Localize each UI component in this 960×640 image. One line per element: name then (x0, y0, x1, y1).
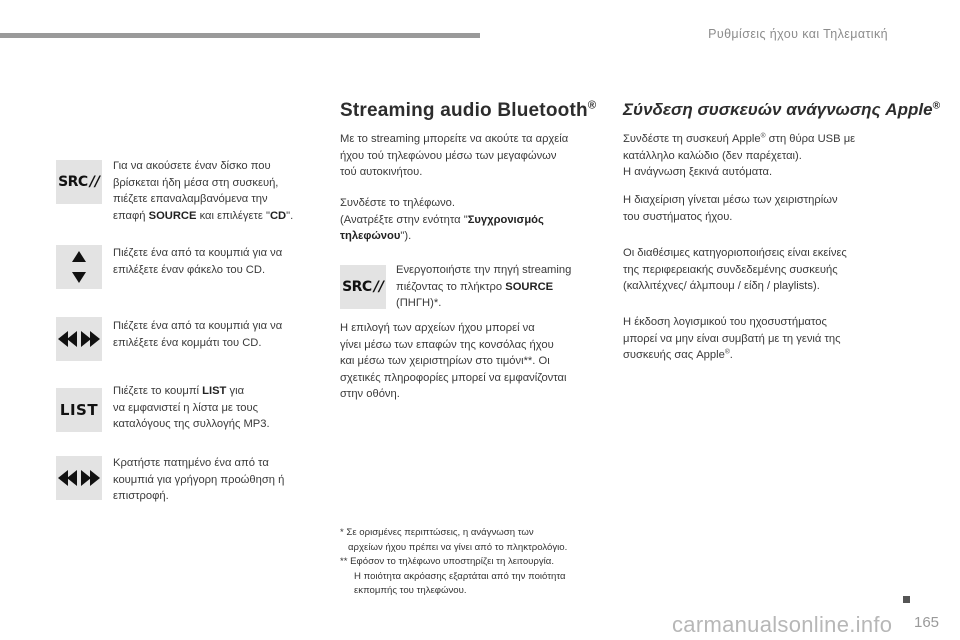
left-paragraph-list: Πιέζετε το κουμπί LIST για να εμφανιστεί η λίστα με τους καταλόγους της συλλογής MP3. (113, 385, 270, 430)
left-paragraph-track: Πιέζετε ένα από τα κουμπιά για να επιλέξετε ένα κομμάτι του CD. (113, 320, 283, 349)
list-button-icon: LIST (56, 388, 102, 432)
src-button-icon: SRC // (56, 160, 102, 204)
middle-paragraph-intro: Με το streaming μπορείτε να ακούτε τα αρχεία ήχου τού τηλεφώνου μέσω των μεγαφώνων τού αυτοκινήτου. (340, 133, 569, 178)
up-down-arrows-graphic (69, 249, 89, 285)
apple-devices-heading: Σύνδεση συσκευών ανάγνωσης Apple® (623, 100, 941, 119)
right-paragraph-categories: Οι διαθέσιμες κατηγοριοποιήσεις είναι εκείνες της περιφερειακής συνδεδεμένης συσκευής (καλλιτέχνες/ άλμπουμ / είδη / playlists). (623, 247, 847, 292)
left-paragraph-folder: Πιέζετε ένα από τα κουμπιά για να επιλέξετε έναν φάκελο του CD. (113, 247, 283, 276)
fast-seek-arrows-graphic (58, 468, 100, 488)
end-marker (903, 596, 910, 603)
middle-paragraph-selection: Η επιλογή των αρχείων ήχου μπορεί να γίνει μέσω των επαφών της κονσόλας ήχου και μέσω των χειριστηρίων στο τιμόνι**. Οι σχετικές πληροφορίες μπορεί να εμφανίζονται στην οθόνη. (340, 322, 567, 400)
seek-arrows-graphic (58, 329, 100, 349)
fast-seek-arrows-icon (56, 456, 102, 500)
section-title: Ρυθμίσεις ήχου και Τηλεματική (708, 27, 888, 41)
seek-arrows-icon (56, 317, 102, 361)
watermark: carmanualsonline.info (672, 612, 893, 637)
right-paragraph-management: Η διαχείριση γίνεται μέσω των χειριστηρίων του συστήματος ήχου. (623, 194, 838, 223)
header-rule (0, 33, 480, 38)
middle-paragraph-connect: Συνδέστε το τηλέφωνο. (Ανατρέξτε στην ενότητα "Συγχρονισμός τηλεφώνου"). (340, 197, 544, 242)
right-paragraph-connect: Συνδέστε τη συσκευή Apple® στη θύρα USB με κατάλληλο καλώδιο (δεν παρέχεται). Η ανάγνωση ξεκινά αυτόματα. (623, 132, 856, 178)
footnotes: * Σε ορισμένες περιπτώσεις, η ανάγνωση των αρχείων ήχου πρέπει να γίνει από το πληκτρολόγιο. ** Εφόσον το τηλέφωνο υποστηρίζει τη λειτουργία. Η ποιότητα ακρόασης εξαρτάται από την ποιότητα εκπομπής του τηλεφώνου. (340, 527, 568, 596)
right-paragraph-compatibility: Η έκδοση λογισμικού του ηχοσυστήματος μπορεί να μην είναι συμβατή με τη γενιά της συσκευής σας Apple®. (623, 316, 841, 361)
bluetooth-streaming-heading: Streaming audio Bluetooth® (340, 99, 597, 121)
left-paragraph-fast-seek: Κρατήστε πατημένο ένα από τα κουμπιά για γρήγορη προώθηση ή επιστροφή. (113, 457, 285, 502)
src-button-icon-streaming: SRC // (340, 265, 386, 309)
left-paragraph-cd-source: Για να ακούσετε έναν δίσκο που βρίσκεται ήδη μέσα στη συσκευή, πιέζετε επαναλαμβανόμενα την επαφή SOURCE και επιλέγετε "CD". (113, 160, 294, 222)
up-down-arrows-icon (56, 245, 102, 289)
page-number: 165 (914, 614, 940, 631)
middle-paragraph-activate: Ενεργοποιήστε την πηγή streaming πιέζοντας το πλήκτρο SOURCE (ΠΗΓΗ)*. (396, 264, 572, 309)
